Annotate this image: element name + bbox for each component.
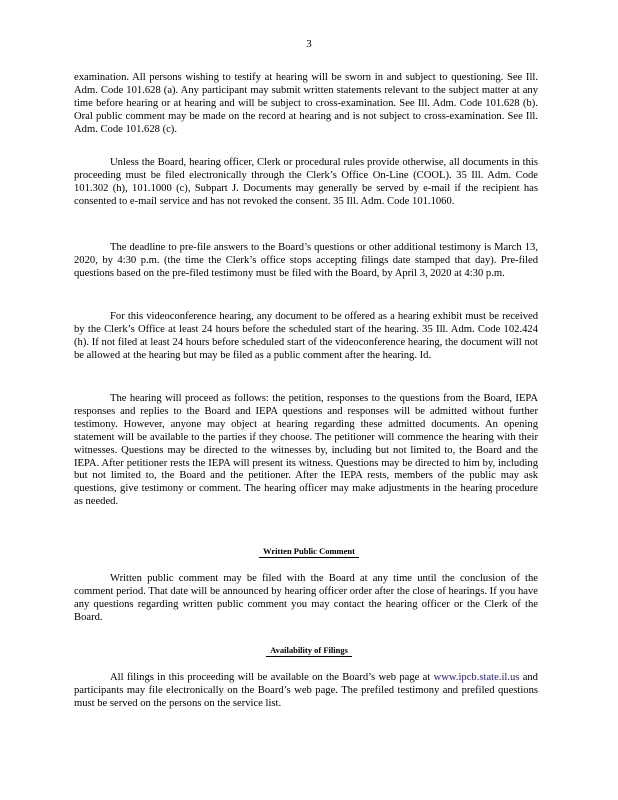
paragraph-text: examination. All persons wishing to testify at hearing will be sworn in and subject to questioning. See Ill. Adm. Code 101.628 (a). Any participant may submit written statements relevant to the subject matter at any time before hearing or at hearing and will be subject to cross-examination. See Ill. Adm. Code 101.628 (b). Oral public comment may be made on the record at hearing and is not subject to cross-examination. See Ill. Adm. Code 101.628 (c). <box>74 72 538 135</box>
paragraph-public-comment <box>74 573 538 625</box>
paragraph-hearing-procedure <box>74 393 538 509</box>
paragraph-cross-examination <box>74 72 538 137</box>
paragraph-text: For this videoconference hearing, any document to be offered as a hearing exhibit must be received by the Clerk’s Office at least 24 hours before the scheduled start of the hearing. 35 Ill. Adm. Code 102.424 (h). If not filed at least 24 hours before scheduled start of the videoconference hearing, the document will not be allowed at the hearing but may be filed as a public comment after the hearing. Id. <box>74 311 538 361</box>
paragraph-text: Unless the Board, hearing officer, Clerk or procedural rules provide otherwise, all documents in this proceeding must be filed electronically through the Clerk’s Office On-Line (COOL). 35 Ill. Adm. Code 101.302 (h), 101.1000 (c), Subpart J. Documents may generally be served by e-mail if the recipient has consented to e-mail service and has not revoked the consent. 35 Ill. Adm. Code 101.1060. <box>74 157 538 207</box>
heading-text: Availability of Filings <box>266 645 352 657</box>
board-website-link[interactable]: www.ipcb.state.il.us <box>433 672 520 683</box>
paragraph-hearing-exhibits <box>74 311 538 363</box>
paragraph-text: The hearing will proceed as follows: the petition, responses to the questions from the Board, IEPA responses and replies to the Board and IEPA questions and responses will be admitted without further testimony. However, anyone may object at hearing regarding these admitted documents. An opening statement will be available to the parties if they choose. The petitioner will commence the hearing with their witnesses. Questions may be directed to the witnesses by, including but not limited to, the Board and the IEPA. After petitioner rests the IEPA will present its witness. Questions may be directed to him by, including but not limited to, the Board and the petitioner. After the IEPA rests, members of the public may ask questions, give testimony or comment. The hearing officer may make adjustments in the hearing procedure as needed. <box>74 393 538 508</box>
paragraph-text-prefix: All filings in this proceeding will be available on the Board’s web page at <box>110 672 431 683</box>
heading-written-public-comment <box>0 546 618 556</box>
paragraph-text: The deadline to pre-file answers to the Board’s questions or other additional testimony is March 13, 2020, by 4:30 p.m. (the time the Clerk’s office stops accepting filings date stamped that day). Pre-filed questions based on the pre-filed testimony must be filed with the Board, by April 3, 2020 at 4:30 p.m. <box>74 242 538 279</box>
paragraph-availability <box>74 672 538 711</box>
paragraph-electronic-filing <box>74 157 538 209</box>
paragraph-text-suffix: and participants may file electronically on the Board’s web page. The prefiled testimony and prefiled questions must be served on the persons on the service list. <box>74 672 538 709</box>
paragraph-text: Written public comment may be filed with the Board at any time until the conclusion of the comment period. That date will be announced by hearing officer order after the close of hearings. If you have any questions regarding written public comment you may contact the hearing officer or the Clerk of the Board. <box>74 573 538 623</box>
heading-availability-of-filings <box>0 645 618 655</box>
paragraph-prefile-deadline <box>74 242 538 281</box>
heading-text: Written Public Comment <box>259 546 359 558</box>
paragraph-text <box>74 672 538 711</box>
page-number: 3 <box>306 38 312 50</box>
